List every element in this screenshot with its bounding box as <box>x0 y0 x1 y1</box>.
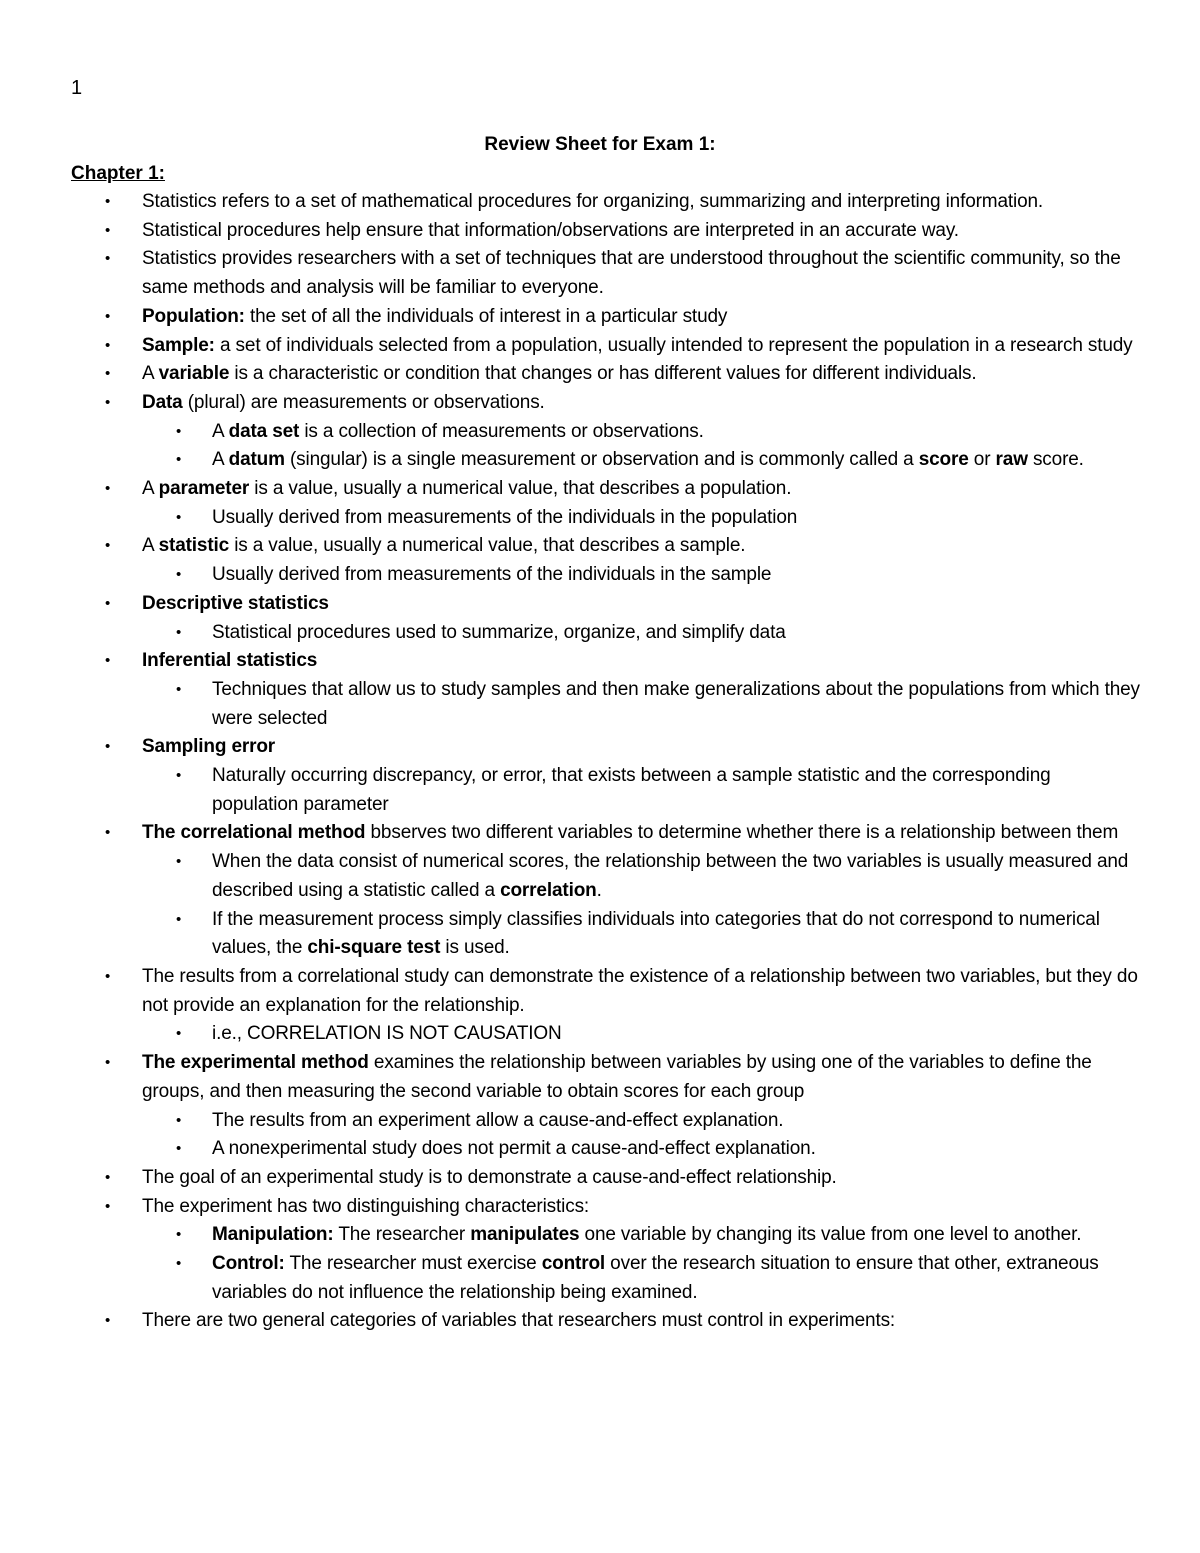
list-item <box>0 217 1200 246</box>
item-text: . <box>596 879 602 901</box>
bullet-icon: • <box>176 767 182 785</box>
bullet-icon: • <box>105 1197 111 1215</box>
bullet-icon: • <box>176 566 182 584</box>
item-text: The results from a correlational study can demonstrate the existence of a relationship between two variables, but they do not provide an explanation for the relationship. <box>142 965 1138 1016</box>
chapter-heading: Chapter 1: <box>71 163 165 184</box>
list-item <box>0 389 1200 418</box>
bullet-icon: • <box>176 910 182 928</box>
bold-term: raw <box>995 449 1028 471</box>
bullet-icon: • <box>105 250 111 268</box>
bullet-icon: • <box>105 967 111 985</box>
bold-term: data set <box>228 420 300 442</box>
item-text: one variable by changing its value from one level to another. <box>579 1224 1082 1246</box>
bold-term: parameter <box>158 478 250 500</box>
list-item <box>0 590 1200 619</box>
item-text: A <box>142 535 159 557</box>
sub-list-item <box>0 1135 1200 1164</box>
item-text: is a characteristic or condition that changes or has different values for different individuals. <box>229 363 977 385</box>
list-item <box>0 245 1200 302</box>
bullet-icon: • <box>176 1111 182 1129</box>
item-text: There are two general categories of variables that researchers must control in experiments: <box>142 1310 896 1332</box>
list-item <box>0 1049 1200 1106</box>
bullet-icon: • <box>176 1226 182 1244</box>
bullet-icon: • <box>105 1168 111 1186</box>
bold-term: Sampling error <box>142 736 276 758</box>
list-item <box>0 188 1200 217</box>
bullet-icon: • <box>105 307 111 325</box>
list-item <box>0 332 1200 361</box>
bold-term: score <box>918 449 969 471</box>
bold-term: control <box>541 1253 606 1275</box>
bullet-icon: • <box>105 652 111 670</box>
sub-list-item <box>0 1250 1200 1307</box>
item-text: The researcher must exercise <box>284 1253 542 1275</box>
list-item <box>0 475 1200 504</box>
bold-term: Data <box>142 391 183 413</box>
list-item <box>0 1164 1200 1193</box>
item-text: is used. <box>440 937 510 959</box>
item-text: examines the relationship between variables by using one of the variables to define the groups, and then measuring the second variable to obtain scores for each group <box>142 1052 1092 1102</box>
bold-term: datum <box>228 449 285 471</box>
item-text: Statistical procedures used to summarize, organize, and simplify data <box>212 621 786 643</box>
item-text: A <box>212 449 229 471</box>
item-text: the set of all the individuals of interest in a particular study <box>244 305 728 327</box>
bullet-icon: • <box>176 623 182 641</box>
item-text: a set of individuals selected from a population, usually intended to represent the population in a research study <box>214 334 1133 356</box>
item-text: When the data consist of numerical scores, the relationship between the two variables is usually measured and described using a statistic called a <box>212 851 1129 901</box>
page-title: Review Sheet for Exam 1: <box>484 134 716 155</box>
bullet-icon: • <box>105 365 111 383</box>
bold-term: The experimental method <box>142 1052 369 1074</box>
bullet-icon: • <box>105 1312 111 1330</box>
item-text: A <box>142 363 159 385</box>
sub-list-item <box>0 418 1200 447</box>
sub-list-item <box>0 906 1200 963</box>
sub-list-item <box>0 619 1200 648</box>
bullet-icon: • <box>105 221 111 239</box>
bold-term: chi-square test <box>307 937 441 959</box>
list-item <box>0 733 1200 762</box>
bullet-icon: • <box>105 393 111 411</box>
bullet-icon: • <box>105 193 111 210</box>
bold-term: statistic <box>158 535 230 557</box>
bold-term: correlation <box>500 879 597 901</box>
item-text: The experiment has two distinguishing characteristics: <box>142 1195 590 1217</box>
bold-term: Population: <box>142 305 245 327</box>
bullet-icon: • <box>105 1054 111 1072</box>
item-text: (singular) is a single measurement or observation and is commonly called a <box>284 449 919 471</box>
list-item <box>0 532 1200 561</box>
list-item <box>0 647 1200 676</box>
item-text: (plural) are measurements or observations. <box>182 391 545 413</box>
item-text: If the measurement process simply classifies individuals into categories that do not correspond to numerical values, the <box>212 908 1100 959</box>
sub-list-item <box>0 676 1200 733</box>
bullet-icon: • <box>176 508 182 526</box>
list-item <box>0 963 1200 1020</box>
bullet-icon: • <box>105 824 111 842</box>
bullet-icon: • <box>105 594 111 612</box>
item-text: A <box>212 420 229 442</box>
bullet-icon: • <box>176 451 182 469</box>
item-text: A <box>142 478 159 500</box>
bold-term: Manipulation: <box>212 1224 334 1246</box>
bullet-icon: • <box>105 336 111 354</box>
page-number: 1 <box>71 77 83 99</box>
item-text: Statistical procedures help ensure that information/observations are interpreted in an accurate way. <box>142 219 959 241</box>
bullet-icon: • <box>105 738 111 756</box>
bullet-icon: • <box>176 680 182 698</box>
item-text: Naturally occurring discrepancy, or error, that exists between a sample statistic and the corresponding population parameter <box>212 765 1051 815</box>
bold-term: Descriptive statistics <box>142 592 329 614</box>
bullet-icon: • <box>176 1140 182 1158</box>
sub-list-item <box>0 446 1200 475</box>
item-text: Techniques that allow us to study samples and then make generalizations about the populations from which they were selected <box>212 678 1140 729</box>
bullet-icon: • <box>176 853 182 871</box>
item-text: bbserves two different variables to determine whether there is a relationship between them <box>365 822 1119 844</box>
bullet-icon: • <box>176 422 182 440</box>
item-text: is a value, usually a numerical value, that describes a sample. <box>229 535 746 557</box>
item-text: The goal of an experimental study is to demonstrate a cause-and-effect relationship. <box>142 1166 837 1188</box>
sub-list-item <box>0 1020 1200 1049</box>
list-item <box>0 1193 1200 1222</box>
item-text: Statistics refers to a set of mathematical procedures for organizing, summarizing and interpreting information. <box>142 191 1044 212</box>
item-text: is a collection of measurements or observations. <box>299 420 704 442</box>
sub-list-item <box>0 1221 1200 1250</box>
item-text: i.e., CORRELATION IS NOT CAUSATION <box>212 1023 562 1045</box>
sub-list-item <box>0 561 1200 590</box>
item-text: over the research situation to ensure that other, extraneous variables do not influence the relationship being examined. <box>212 1253 1099 1303</box>
item-text: A nonexperimental study does not permit a cause-and-effect explanation. <box>212 1138 816 1160</box>
bold-term: manipulates <box>470 1224 580 1246</box>
list-item <box>0 303 1200 332</box>
bold-term: Control: <box>212 1253 285 1275</box>
sub-list-item <box>0 848 1200 905</box>
item-text: score. <box>1027 449 1084 471</box>
item-text: Usually derived from measurements of the individuals in the population <box>212 506 798 528</box>
bold-term: Sample: <box>142 334 215 356</box>
sub-list-item <box>0 762 1200 819</box>
item-text: The researcher <box>333 1224 471 1246</box>
item-text: Usually derived from measurements of the individuals in the sample <box>212 564 772 586</box>
list-item <box>0 1307 1200 1336</box>
item-text: Statistics provides researchers with a set of techniques that are understood throughout the scientific community, so the same methods and analysis will be familiar to everyone. <box>142 248 1121 299</box>
bullet-list <box>0 188 1200 1336</box>
list-item <box>0 819 1200 848</box>
sub-list-item <box>0 504 1200 533</box>
item-text: or <box>968 449 996 471</box>
bullet-icon: • <box>176 1255 182 1273</box>
bold-term: The correlational method <box>142 822 366 844</box>
item-text: The results from an experiment allow a cause-and-effect explanation. <box>212 1109 784 1131</box>
list-item <box>0 360 1200 389</box>
bullet-icon: • <box>176 1025 182 1043</box>
bold-term: variable <box>158 363 230 385</box>
bullet-icon: • <box>105 537 111 555</box>
item-text: is a value, usually a numerical value, that describes a population. <box>249 478 792 500</box>
sub-list-item <box>0 1107 1200 1136</box>
bold-term: Inferential statistics <box>142 650 318 672</box>
bullet-icon: • <box>105 480 111 498</box>
